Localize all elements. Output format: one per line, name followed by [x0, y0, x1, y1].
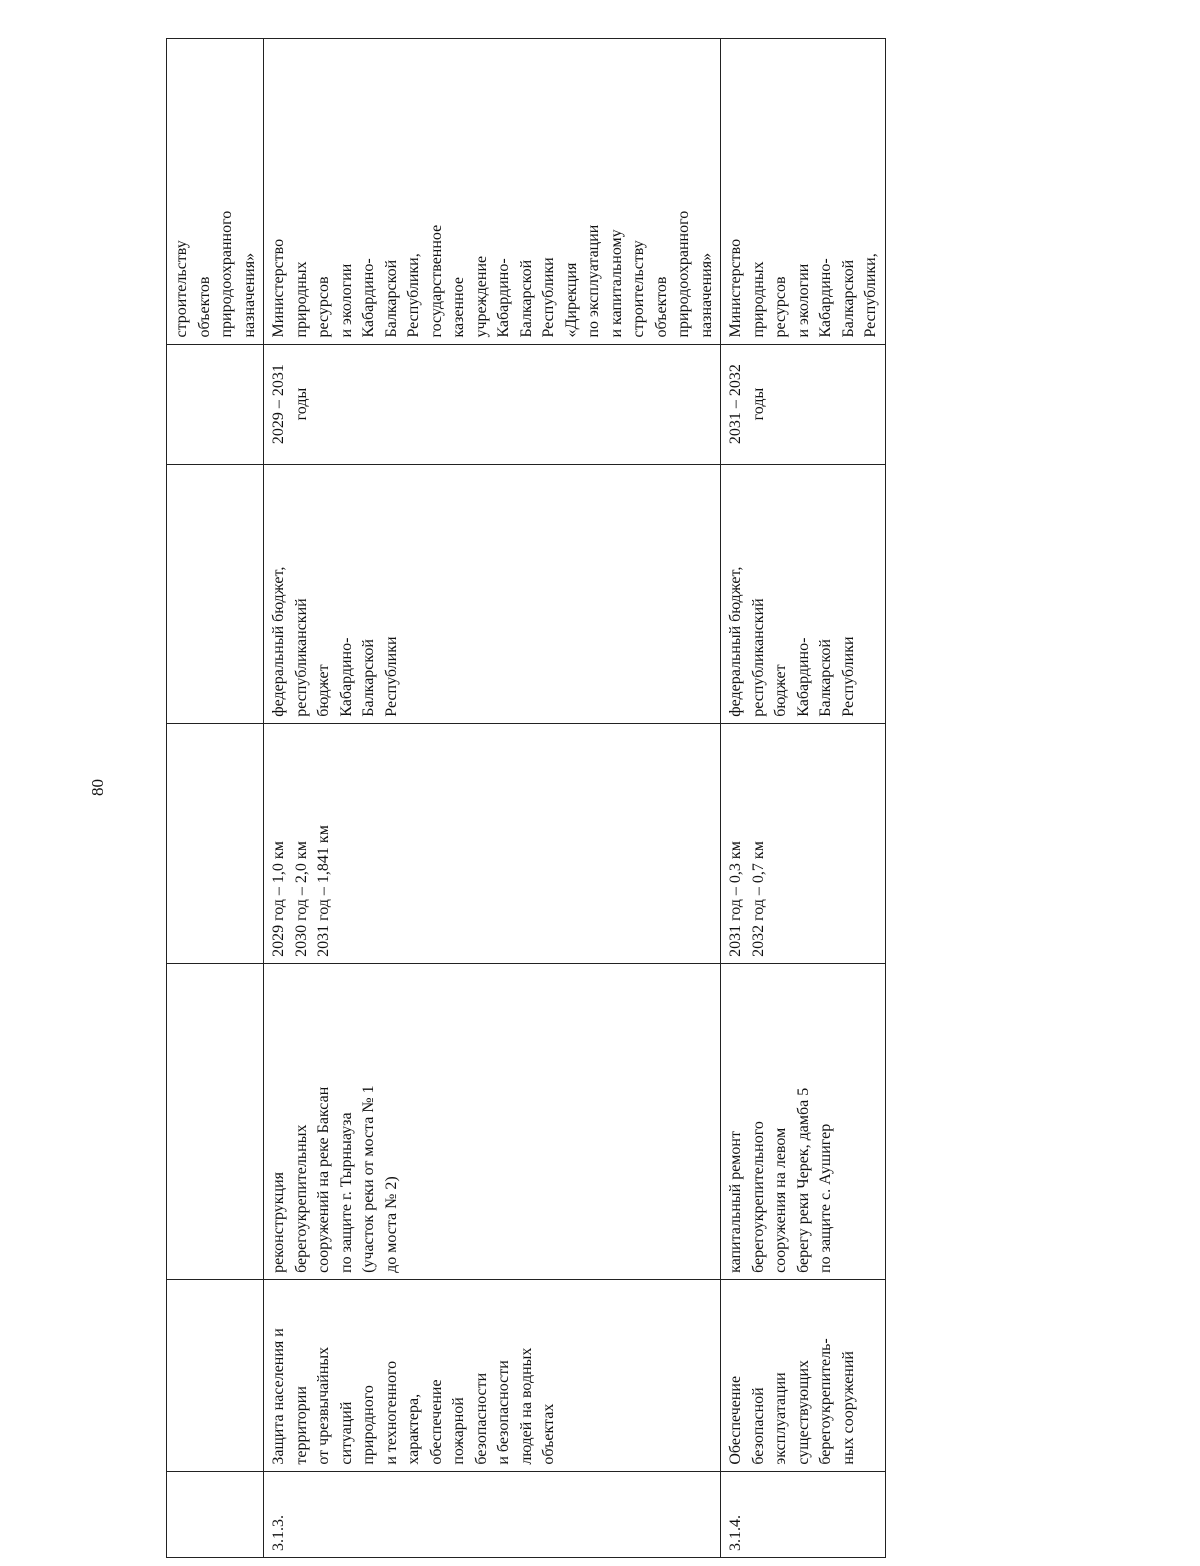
cell-term — [264, 344, 721, 464]
cell-term — [721, 344, 886, 464]
cell-text-line: берегу реки Черек, дамба 5 — [794, 1087, 812, 1273]
cell-text-line: Республики — [540, 257, 557, 338]
cell-text-line: людей на водных — [517, 1347, 535, 1465]
cell-blank — [167, 723, 264, 963]
cell-text-line: характера, — [405, 1393, 422, 1465]
cell-text-line: 2029 год – 1,0 км — [270, 841, 287, 957]
cell-text-line: природоохранного — [675, 210, 692, 338]
cell-blank — [167, 1279, 264, 1471]
cell-source — [721, 464, 886, 723]
cell-text-line: республиканский — [292, 598, 310, 717]
cell-text-line: Республики, — [862, 253, 879, 338]
cell-text-line: ресурсов — [315, 276, 332, 338]
cell-blank — [167, 1471, 264, 1557]
cell-text-line: федеральный бюджет, — [270, 566, 287, 717]
cell-text-line: бюджет — [315, 664, 332, 717]
cell-text-line: берегоукрепительных — [292, 1124, 310, 1273]
cell-text-line: назначения» — [240, 252, 258, 338]
cell-text-line: и капитальному — [607, 229, 625, 338]
cell-text-line: Балкарской — [517, 259, 535, 338]
table-row-continuation — [167, 39, 264, 1558]
cell-text-line: Республики, — [405, 253, 422, 338]
cell-text-line: и экологии — [337, 263, 355, 338]
cell-text-line: Кабардино- — [794, 637, 812, 717]
cell-text-line: Министерство — [727, 238, 744, 338]
cell-text-line: 2030 год – 2,0 км — [292, 841, 310, 957]
cell-text-line: 2031 год – 1,841 км — [315, 825, 332, 957]
cell-text-line: эксплуатации — [772, 1372, 789, 1465]
cell-text-line: Республики — [382, 636, 400, 717]
measures-table — [166, 38, 886, 1558]
cell-text-line: 2031 год – 0,3 км — [727, 841, 744, 957]
cell-text-line: ресурсов — [772, 276, 789, 338]
cell-text-line: Защита населения и — [270, 1328, 287, 1465]
cell-text-line: Кабардино- — [495, 258, 512, 338]
cell-text-line: от чрезвычайных — [315, 1346, 332, 1465]
cell-text-line: республиканский — [749, 598, 767, 717]
cell-text-line: Кабардино- — [360, 258, 377, 338]
cell-text-line: 2029 – 2031 — [270, 364, 287, 445]
cell-measure — [721, 963, 886, 1279]
cell-text-line: федеральный бюджет, — [727, 566, 744, 717]
cell-text-line: Балкарской — [817, 639, 834, 717]
cell-text-line: берегоукрепитель- — [817, 1338, 834, 1465]
cell-text-line: обеспечение — [427, 1379, 445, 1465]
cell-text-line: по защите г. Тырныауза — [337, 1112, 355, 1273]
cell-blank — [167, 963, 264, 1279]
table-row — [721, 39, 886, 1558]
cell-text-line: Кабардино- — [337, 637, 355, 717]
cell-text-line: государственное — [427, 224, 445, 338]
cell-text-line: объектах — [540, 1403, 557, 1465]
cell-text-line: территории — [292, 1386, 310, 1465]
cell-executor — [721, 39, 886, 345]
page-number: 80 — [88, 779, 107, 796]
cell-text-line: природных — [292, 261, 310, 338]
cell-text-line: природных — [749, 261, 767, 338]
cell-text-line: по защите с. Аушигер — [817, 1123, 834, 1273]
cell-text-line: ситуаций — [337, 1401, 355, 1465]
cell-text-line: Кабардино- — [817, 258, 834, 338]
cell-text-line: природоохранного — [218, 210, 235, 338]
cell-text-line: Республики — [839, 636, 857, 717]
cell-text-line: Обеспечение — [727, 1375, 744, 1465]
cell-text-line: 2031 – 2032 — [727, 364, 744, 445]
cell-text-line: безопасности — [472, 1372, 490, 1465]
cell-measure — [264, 963, 721, 1279]
cell-text-line: Балкарской — [839, 259, 857, 338]
cell-text-line: и экологии — [794, 263, 812, 338]
cell-text-line: по эксплуатации — [585, 224, 602, 338]
cell-blank — [167, 464, 264, 723]
cell-text-line: годы — [292, 387, 310, 421]
cell-direction — [721, 1279, 886, 1471]
cell-text-line: 2032 год – 0,7 км — [749, 841, 767, 957]
cell-text-line: безопасной — [749, 1387, 767, 1465]
cell-text-line: и техногенного — [382, 1360, 400, 1465]
cell-text-line: и безопасности — [495, 1360, 512, 1465]
cell-text-line: сооружений на реке Баксан — [315, 1086, 332, 1273]
cell-executor — [264, 39, 721, 345]
cell-text-line: бюджет — [772, 664, 789, 717]
cell-direction — [264, 1279, 721, 1471]
cell-text-line: реконструкция — [270, 1171, 287, 1273]
cell-text-line: Балкарской — [382, 259, 400, 338]
cell-text-line: сооружения на левом — [772, 1127, 789, 1273]
cell-executor-continuation — [167, 39, 264, 345]
cell-text-line: берегоукрепительного — [749, 1121, 767, 1273]
cell-text-line: казенное — [450, 277, 467, 338]
cell-volume — [264, 723, 721, 963]
cell-text-line: Балкарской — [360, 639, 377, 717]
cell-text-line: природного — [360, 1385, 377, 1465]
cell-text-line: объектов — [652, 276, 670, 338]
cell-volume — [721, 723, 886, 963]
cell-text-line: ных сооружений — [839, 1351, 857, 1465]
cell-blank — [167, 344, 264, 464]
cell-text-line: капитальный ремонт — [727, 1131, 744, 1273]
cell-source — [264, 464, 721, 723]
cell-text-line: годы — [749, 387, 767, 421]
cell-text-line: объектов — [195, 276, 213, 338]
cell-text-line: пожарной — [450, 1397, 467, 1465]
cell-text-line: строительству — [173, 240, 190, 338]
cell-text-line: назначения» — [697, 252, 715, 338]
cell-text-line: Министерство — [270, 238, 287, 338]
cell-text-line: строительству — [630, 240, 647, 338]
cell-text-line: учреждение — [472, 255, 490, 338]
cell-text-line: до моста № 2) — [382, 1176, 400, 1273]
cell-text-line: (участок реки от моста № 1 — [360, 1085, 377, 1273]
table-row — [264, 39, 721, 1558]
cell-number: 3.1.4. — [721, 1471, 886, 1557]
cell-number: 3.1.3. — [264, 1471, 721, 1557]
cell-text-line: «Дирекция — [562, 262, 580, 338]
cell-text-line: существующих — [794, 1359, 812, 1465]
